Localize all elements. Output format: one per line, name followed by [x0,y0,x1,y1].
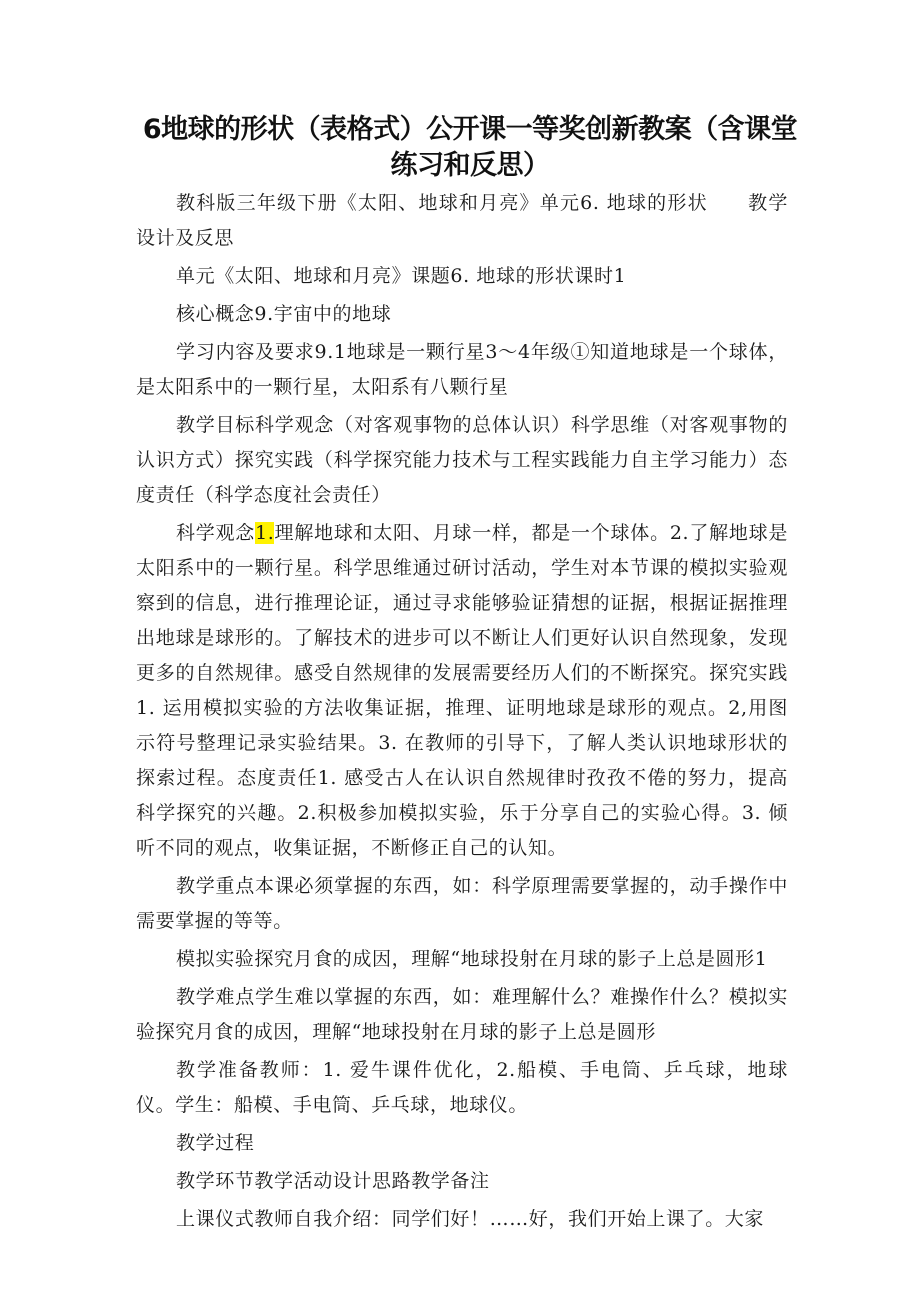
document-title: 6地球的形状（表格式）公开课一等奖创新教案（含课堂练习和反思） [142,114,798,181]
highlighted-number: 1. [255,522,275,544]
paragraph-teaching-objectives: 教学目标科学观念（对客观事物的总体认识）科学思维（对客观事物的认识方式）探究实践（科学探究能力技术与工程实践能力自主学习能力）态度责任（科学态度社会责任） [136,414,788,506]
paragraph-teaching-preparation: 教学准备教师：1. 爱牛课件优化，2.船模、手电筒、乒乓球，地球仪。学生：船模、手电筒、乒乓球，地球仪。 [136,1059,788,1116]
paragraph-textbook-info: 教科版三年级下册《太阳、地球和月亮》单元6. 地球的形状 教学设计及反思 [136,192,788,249]
paragraph-teaching-focus: 教学重点本课必须掌握的东西，如：科学原理需要掌握的，动手操作中需要掌握的等等。 [136,875,788,932]
paragraph-teaching-process: 教学过程 [176,1132,255,1154]
paragraph-unit-lesson: 单元《太阳、地球和月亮》课题6. 地球的形状课时1 [176,265,627,287]
paragraph-core-concept: 核心概念9.宇宙中的地球 [176,303,392,325]
paragraph-learning-requirements: 学习内容及要求9.1地球是一颗行星3～4年级①知道地球是一个球体，是太阳系中的一颗行星，太阳系有八颗行星 [136,341,788,398]
science-concept-label: 科学观念 [176,522,256,544]
science-concept-text: 理解地球和太阳、月球一样，都是一个球体。2.了解地球是太阳系中的一颗行星。科学思维通过研讨活动，学生对本节课的模拟实验观察到的信息，进行推理论证，通过寻求能够验证猜想的证据，根据证据推理出地球是球形的。了解技术的进步可以不断让人们更好认识自然现象，发现更多的自然规律。感受自然规律的发展需要经历人们的不断探究。探究实践1. 运用模拟实验的方法收集证据，推理、证明地球是球形的观点。2,用图示符号整理记录实验结果。3. 在教师的引导下，了解人类认识地球形状的探索过程。态度责任1. 感受古人在认识自然规律时孜孜不倦的努力，提高科学探究的兴趣。2.积极参加模拟实验，乐于分享自己的实验心得。3. 倾听不同的观点，收集证据，不断修正自己的认知。 [136,522,789,859]
paragraph-focus-detail: 模拟实验探究月食的成因，理解“地球投射在月球的影子上总是圆形1 [176,948,768,970]
document-body [136,186,788,1237]
paragraph-class-ceremony: 上课仪式教师自我介绍：同学们好！……好，我们开始上课了。大家 [176,1208,765,1230]
paragraph-teaching-difficulty: 教学难点学生难以掌握的东西，如：难理解什么？难操作什么？模拟实验探究月食的成因，理解“地球投射在月球的影子上总是圆形 [136,986,788,1043]
paragraph-science-concept [136,516,788,866]
paragraph-process-columns: 教学环节教学活动设计思路教学备注 [176,1170,490,1192]
